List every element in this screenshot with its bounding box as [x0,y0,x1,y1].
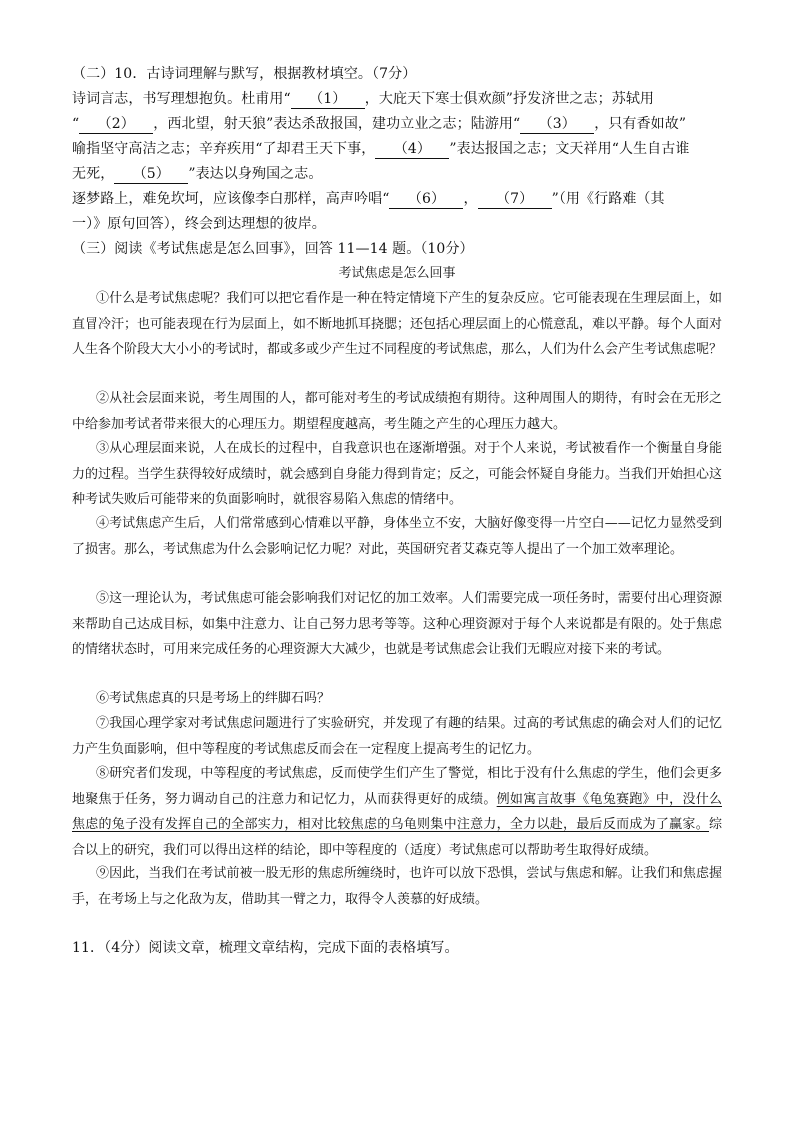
poetry-line-3 [72,139,722,159]
section3-heading-text: （三）阅读《考试焦虑是怎么回事》，回答 11—14 题。（10分） [72,241,474,257]
blank-4[interactable]: （4） [375,141,449,159]
paragraph-4-text: ④考试焦虑产生后，人们常常感到心情难以平静，身体坐立不安，大脑好像变得一片空白——记忆力显然受到了损害。那么，考试焦虑为什么会影响记忆力呢？对此，英国研究者艾森克等人提出了一个加工效率理论。 [72,516,722,557]
paragraph-1-text: ①什么是考试焦虑呢？我们可以把它看作是一种在特定情境下产生的复杂反应。它可能表现在生理层面上，如直冒冷汗；也可能表现在行为层面上，如不断地抓耳挠腮；还包括心理层面上的心慌意乱，难以平静。每个人面对人生各个阶段大大小小的考试时，都或多或少产生过不同程度的考试焦虑，那么，人们为什么会产生考试焦虑呢？ [72,291,723,358]
text: 喻指坚守高洁之志；辛弃疾用“了却君王天下事， [72,141,376,157]
section2-heading [72,64,722,84]
text: 无死， [72,166,115,182]
paragraph-7 [72,711,722,762]
poetry-line-2 [72,114,722,134]
poetry-line-4 [72,164,722,184]
paragraph-5 [72,586,722,663]
paragraph-5-text: ⑤这一理论认为，考试焦虑可能会影响我们对记忆的加工效率。人们需要完成一项任务时，需要付出心理资源来帮助自己达成目标，如集中注意力、让自己努力思考等等。这种心理资源对于每个人来说都是有限的。处于焦虑的情绪状态时，可用来完成任务的心理资源大大减少，也就是考试焦虑会让我们无暇应对接下来的考试。 [72,591,723,658]
paragraph-7-text: ⑦我国心理学家对考试焦虑问题进行了实验研究，并发现了有趣的结果。过高的考试焦虑的确会对人们的记忆力产生负面影响，但中等程度的考试焦虑反而会在一定程度上提高考生的记忆力。 [72,716,722,757]
paragraph-4 [72,511,722,562]
paragraph-9-text: ⑨因此，当我们在考试前被一股无形的焦虑所缠绕时，也许可以放下恐惧，尝试与焦虑和解。让我们和焦虑握手，在考场上与之化敌为友，借助其一臂之力，取得令人羡慕的好成绩。 [72,866,722,907]
paragraph-2 [72,386,722,437]
section3-heading [72,239,722,259]
blank-2[interactable]: （2） [79,116,153,134]
blank-5[interactable]: （5） [114,166,188,184]
poetry-line-6 [72,214,722,234]
section2-heading-text: （二）10．古诗词理解与默写，根据教材填空。（7分） [72,66,417,82]
text: ”表达以身殉国之志。 [188,166,323,182]
text: 逐梦路上，难免坎坷，应该像李白那样，高声吟唱“ [72,191,390,207]
text: 诗词言志，书写理想抱负。杜甫用“ [72,91,291,107]
text: ，西北望，射天狼”表达杀敌报国，建功立业之志；陆游用“ [153,116,521,132]
underlined-example: 例如寓言故事《龟兔赛跑》中，没什么焦虑的兔子没有发挥自己的全部实力，相对比较焦虑的乌龟则集中注意力，全力以赴，最后反而成为了赢家。 [72,791,722,833]
paragraph-8 [72,761,722,863]
paragraph-8-conclusion: 综合以上的研究，我们可以得出这样的结论，即中等程度的（适度）考试焦虑可以帮助考生取得好成绩。 [72,817,722,858]
text: ”表达报国之志；文天祥用“人生自古谁 [449,141,690,157]
poetry-line-5 [72,189,722,209]
poetry-line-1 [72,89,722,109]
paragraph-6-text: ⑥考试焦虑真的只是考场上的绊脚石吗？ [96,691,331,706]
blank-3[interactable]: （3） [520,116,594,134]
paragraph-6 [72,686,722,712]
text: ，大庇天下寒士俱欢颜”抒发济世之志；苏轼用 [364,91,655,107]
question-11 [72,938,722,958]
paragraph-2-text: ②从社会层面来说，考生周围的人，都可能对考生的考试成绩抱有期待。这种周围人的期待，有时会在无形之中给参加考试者带来很大的心理压力。期望程度越高，考生随之产生的心理压力越大。 [72,391,722,432]
text: ”（用《行路难（其 [551,191,665,207]
text: “ [72,116,80,132]
paragraph-8-text: ⑧研究者们发现，中等程度的考试焦虑，反而使学生们产生了警觉，相比于没有什么焦虑的学生，他们会更多地聚焦于任务，努力调动自己的注意力和记忆力，从而获得更好的成绩。 [72,766,722,807]
blank-1[interactable]: （1） [291,91,365,109]
text: ，只有香如故” [594,116,687,132]
text: 一）》原句回答），终会到达理想的彼岸。 [72,216,326,232]
paragraph-9 [72,861,722,912]
paragraph-3 [72,436,722,513]
blank-7[interactable]: （7） [478,191,552,209]
question-11-text: 11．（4分）阅读文章，梳理文章结构，完成下面的表格填写。 [72,940,459,956]
blank-6[interactable]: （6） [389,191,463,209]
text: ， [463,191,478,207]
paragraph-1 [72,286,722,363]
article-title: 考试焦虑是怎么回事 [338,266,456,281]
paragraph-3-text: ③从心理层面来说，人在成长的过程中，自我意识也在逐渐增强。对于个人来说，考试被看作一个衡量自身能力的过程。当学生获得较好成绩时，就会感到自身能力得到肯定；反之，可能会怀疑自身能力。当我们开始担心这种考试失败后可能带来的负面影响时，就很容易陷入焦虑的情绪中。 [72,441,723,508]
